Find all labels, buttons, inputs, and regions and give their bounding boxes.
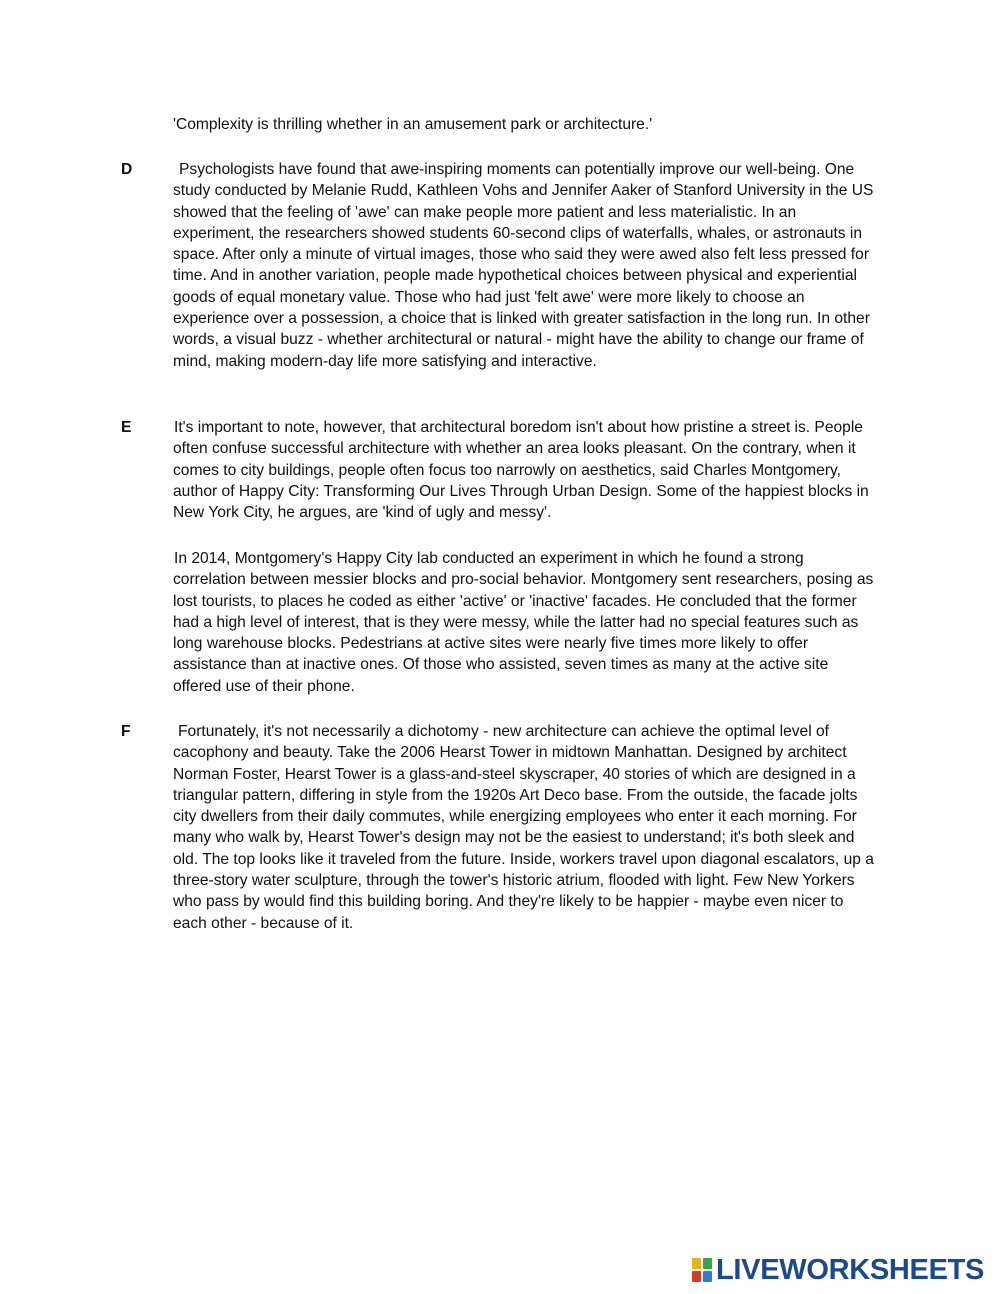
logo-text: LIVEWORKSHEETS — [716, 1253, 985, 1286]
section-f-letter: F — [121, 723, 131, 740]
intro-quote: 'Complexity is thrilling whether in an amusement park or architecture.' — [173, 116, 653, 133]
section-d-letter: D — [121, 161, 133, 178]
section-e-letter: E — [121, 419, 132, 436]
logo-square-red — [692, 1271, 701, 1282]
section-d-paragraph: Psychologists have found that awe-inspiring moments can potentially improve our well-being. One study conducted by Melanie Rudd, Kathleen Vohs and Jennifer Aaker of Stanford University in the US showed that the feeling of 'awe' can make people more patient and less materialistic. In an experiment, the researchers showed students 60-second clips of waterfalls, whales, or astronauts in space. After only a minute of virtual images, those who said they were awed also felt less pressed for time. And in another variation, people made hypothetical choices between physical and experiential goods of equal monetary value. Those who had just 'felt awe' were more likely to choose an experience over a possession, a choice that is linked with greater satisfaction in the long run. In other words, a visual buzz - whether architectural or natural - might have the ability to change our frame of mind, making modern-day life more satisfying and interactive. — [173, 161, 874, 370]
logo-square-yellow — [692, 1258, 701, 1269]
liveworksheets-logo — [692, 1254, 984, 1286]
section-e-paragraph: It's important to note, however, that architectural boredom isn't about how pristine a street is. People often confuse successful architecture with whether an area looks pleasant. On the contrary, when it comes to city buildings, people often focus too narrowly on aesthetics, said Charles Montgomery, author of Happy City: Transforming Our Lives Through Urban Design. Some of the happiest blocks in New York City, he argues, are 'kind of ugly and messy'. — [173, 419, 869, 522]
logo-square-green — [703, 1258, 712, 1269]
section-e-continuation-paragraph: In 2014, Montgomery's Happy City lab conducted an experiment in which he found a strong correlation between messier blocks and pro-social behavior. Montgomery sent researchers, posing as lost tourists, to places he coded as either 'active' or 'inactive' facades. He concluded that the former had a high level of interest, that is they were messy, while the latter had no special features such as long warehouse blocks. Pedestrians at active sites were nearly five times more likely to offer assistance than at inactive ones. Of those who assisted, seven times as many at the active site offered use of their phone. — [173, 550, 874, 695]
logo-mark-icon — [692, 1258, 712, 1282]
logo-square-blue — [703, 1271, 712, 1282]
section-f-paragraph: Fortunately, it's not necessarily a dichotomy - new architecture can achieve the optimal level of cacophony and beauty. Take the 2006 Hearst Tower in midtown Manhattan. Designed by architect Norman Foster, Hearst Tower is a glass-and-steel skyscraper, 40 stories of which are designed in a triangular pattern, differing in style from the 1920s Art Deco base. From the outside, the facade jolts city dwellers from their daily commutes, while energizing employees who enter it each morning. For many who walk by, Hearst Tower's design may not be the easiest to understand; it's both sleek and old. The top looks like it traveled from the future. Inside, workers travel upon diagonal escalators, up a three-story water sculpture, through the tower's historic atrium, flooded with light. Few New Yorkers who pass by would find this building boring. And they're likely to be happier - maybe even nicer to each other - because of it. — [173, 723, 874, 932]
